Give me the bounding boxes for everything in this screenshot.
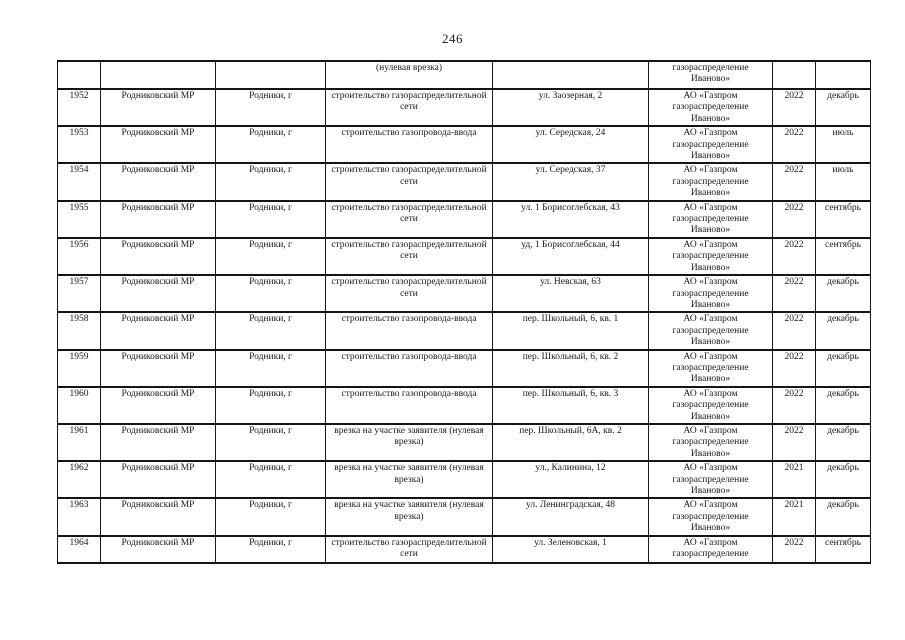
cell-year: [773, 61, 816, 89]
table-row: [58, 275, 871, 312]
cell-district: Родниковский МР: [101, 238, 216, 275]
cell-organization: АО «Газпром газораспределение Иваново»: [649, 275, 773, 312]
cell-num: 1961: [58, 424, 101, 461]
cell-district: Родниковский МР: [101, 89, 216, 126]
cell-year: 2022: [773, 89, 816, 126]
cell-address: ул., Калинина, 12: [493, 461, 649, 498]
cell-organization: АО «Газпром газораспределение Иваново»: [649, 424, 773, 461]
cell-work_type: строительство газопровода-ввода: [326, 312, 493, 349]
cell-month: декабрь: [816, 275, 871, 312]
table-row: [58, 163, 871, 200]
cell-work_type: строительство газопровода-ввода: [326, 387, 493, 424]
cell-city: Родники, г: [216, 424, 326, 461]
page-number: 246: [442, 31, 463, 46]
cell-work_type: врезка на участке заявителя (нулевая врезка): [326, 461, 493, 498]
table-row: [58, 424, 871, 461]
cell-district: Родниковский МР: [101, 201, 216, 238]
cell-month: [816, 61, 871, 89]
projects-table-body: [58, 61, 871, 563]
table-row: [58, 238, 871, 275]
cell-district: Родниковский МР: [101, 275, 216, 312]
cell-num: 1955: [58, 201, 101, 238]
cell-year: 2022: [773, 536, 816, 563]
cell-district: Родниковский МР: [101, 536, 216, 563]
cell-work_type: строительство газопровода-ввода: [326, 350, 493, 387]
cell-work_type: строительство газораспределительной сети: [326, 275, 493, 312]
cell-address: ул. Середская, 37: [493, 163, 649, 200]
cell-address: [493, 61, 649, 89]
cell-num: 1963: [58, 498, 101, 535]
cell-organization: АО «Газпром газораспределение Иваново»: [649, 201, 773, 238]
cell-year: 2022: [773, 238, 816, 275]
cell-month: июль: [816, 163, 871, 200]
cell-num: 1958: [58, 312, 101, 349]
cell-city: Родники, г: [216, 275, 326, 312]
projects-table: [57, 60, 871, 564]
cell-organization: АО «Газпром газораспределение Иваново»: [649, 126, 773, 163]
cell-city: Родники, г: [216, 238, 326, 275]
cell-num: 1953: [58, 126, 101, 163]
cell-organization: АО «Газпром газораспределение Иваново»: [649, 350, 773, 387]
cell-year: 2022: [773, 126, 816, 163]
cell-address: ул. 1 Борисоглебская, 43: [493, 201, 649, 238]
table-row: [58, 201, 871, 238]
cell-organization: АО «Газпром газораспределение Иваново»: [649, 163, 773, 200]
cell-work_type: строительство газораспределительной сети: [326, 89, 493, 126]
cell-district: Родниковский МР: [101, 387, 216, 424]
cell-year: 2022: [773, 275, 816, 312]
cell-address: пер. Школьный, 6, кв. 3: [493, 387, 649, 424]
cell-year: 2022: [773, 387, 816, 424]
cell-organization: АО «Газпром газораспределение Иваново»: [649, 387, 773, 424]
cell-work_type: строительство газораспределительной сети: [326, 163, 493, 200]
table-row: [58, 61, 871, 89]
cell-city: Родники, г: [216, 89, 326, 126]
cell-city: Родники, г: [216, 201, 326, 238]
cell-num: 1957: [58, 275, 101, 312]
cell-district: Родниковский МР: [101, 461, 216, 498]
cell-month: декабрь: [816, 498, 871, 535]
cell-year: 2022: [773, 350, 816, 387]
cell-address: уд, 1 Борисоглебская, 44: [493, 238, 649, 275]
cell-city: Родники, г: [216, 126, 326, 163]
cell-district: Родниковский МР: [101, 498, 216, 535]
cell-organization: газораспределение Иваново»: [649, 61, 773, 89]
cell-city: Родники, г: [216, 312, 326, 349]
cell-work_type: (нулевая врезка): [326, 61, 493, 89]
cell-month: июль: [816, 126, 871, 163]
cell-address: ул. Зеленовская, 1: [493, 536, 649, 563]
cell-year: 2021: [773, 461, 816, 498]
table-row: [58, 126, 871, 163]
table-row: [58, 350, 871, 387]
cell-city: Родники, г: [216, 163, 326, 200]
cell-num: 1962: [58, 461, 101, 498]
cell-organization: АО «Газпром газораспределение Иваново»: [649, 312, 773, 349]
cell-district: [101, 61, 216, 89]
cell-organization: АО «Газпром газораспределение: [649, 536, 773, 563]
cell-district: Родниковский МР: [101, 350, 216, 387]
cell-city: Родники, г: [216, 498, 326, 535]
cell-address: ул. Середская, 24: [493, 126, 649, 163]
cell-month: декабрь: [816, 461, 871, 498]
cell-address: пер. Школьный, 6, кв. 1: [493, 312, 649, 349]
cell-year: 2022: [773, 201, 816, 238]
cell-num: 1964: [58, 536, 101, 563]
cell-district: Родниковский МР: [101, 424, 216, 461]
cell-city: Родники, г: [216, 350, 326, 387]
cell-year: 2021: [773, 498, 816, 535]
cell-city: Родники, г: [216, 536, 326, 563]
cell-address: ул. Невская, 63: [493, 275, 649, 312]
cell-month: декабрь: [816, 312, 871, 349]
cell-city: Родники, г: [216, 461, 326, 498]
cell-organization: АО «Газпром газораспределение Иваново»: [649, 238, 773, 275]
cell-num: 1954: [58, 163, 101, 200]
cell-organization: АО «Газпром газораспределение Иваново»: [649, 461, 773, 498]
cell-month: декабрь: [816, 350, 871, 387]
cell-address: пер. Школьный, 6, кв. 2: [493, 350, 649, 387]
cell-num: 1960: [58, 387, 101, 424]
table-row: [58, 89, 871, 126]
table-row: [58, 387, 871, 424]
cell-num: 1952: [58, 89, 101, 126]
cell-month: декабрь: [816, 89, 871, 126]
cell-month: декабрь: [816, 424, 871, 461]
cell-district: Родниковский МР: [101, 163, 216, 200]
cell-work_type: строительство газораспределительной сети: [326, 201, 493, 238]
cell-address: ул. Ленинградская, 48: [493, 498, 649, 535]
cell-month: сентябрь: [816, 201, 871, 238]
cell-year: 2022: [773, 312, 816, 349]
cell-num: 1959: [58, 350, 101, 387]
cell-year: 2022: [773, 424, 816, 461]
table-row: [58, 312, 871, 349]
cell-work_type: строительство газораспределительной сети: [326, 536, 493, 563]
cell-work_type: врезка на участке заявителя (нулевая врезка): [326, 424, 493, 461]
table-row: [58, 498, 871, 535]
cell-district: Родниковский МР: [101, 126, 216, 163]
cell-organization: АО «Газпром газораспределение Иваново»: [649, 498, 773, 535]
cell-num: 1956: [58, 238, 101, 275]
cell-district: Родниковский МР: [101, 312, 216, 349]
cell-work_type: врезка на участке заявителя (нулевая врезка): [326, 498, 493, 535]
cell-work_type: строительство газораспределительной сети: [326, 238, 493, 275]
cell-address: пер. Школьный, 6А, кв. 2: [493, 424, 649, 461]
cell-month: декабрь: [816, 387, 871, 424]
cell-work_type: строительство газопровода-ввода: [326, 126, 493, 163]
cell-city: [216, 61, 326, 89]
cell-month: сентябрь: [816, 238, 871, 275]
cell-address: ул. Заозерная, 2: [493, 89, 649, 126]
table-row: [58, 536, 871, 563]
table-row: [58, 461, 871, 498]
cell-organization: АО «Газпром газораспределение Иваново»: [649, 89, 773, 126]
cell-city: Родники, г: [216, 387, 326, 424]
cell-month: сентябрь: [816, 536, 871, 563]
cell-year: 2022: [773, 163, 816, 200]
cell-num: [58, 61, 101, 89]
